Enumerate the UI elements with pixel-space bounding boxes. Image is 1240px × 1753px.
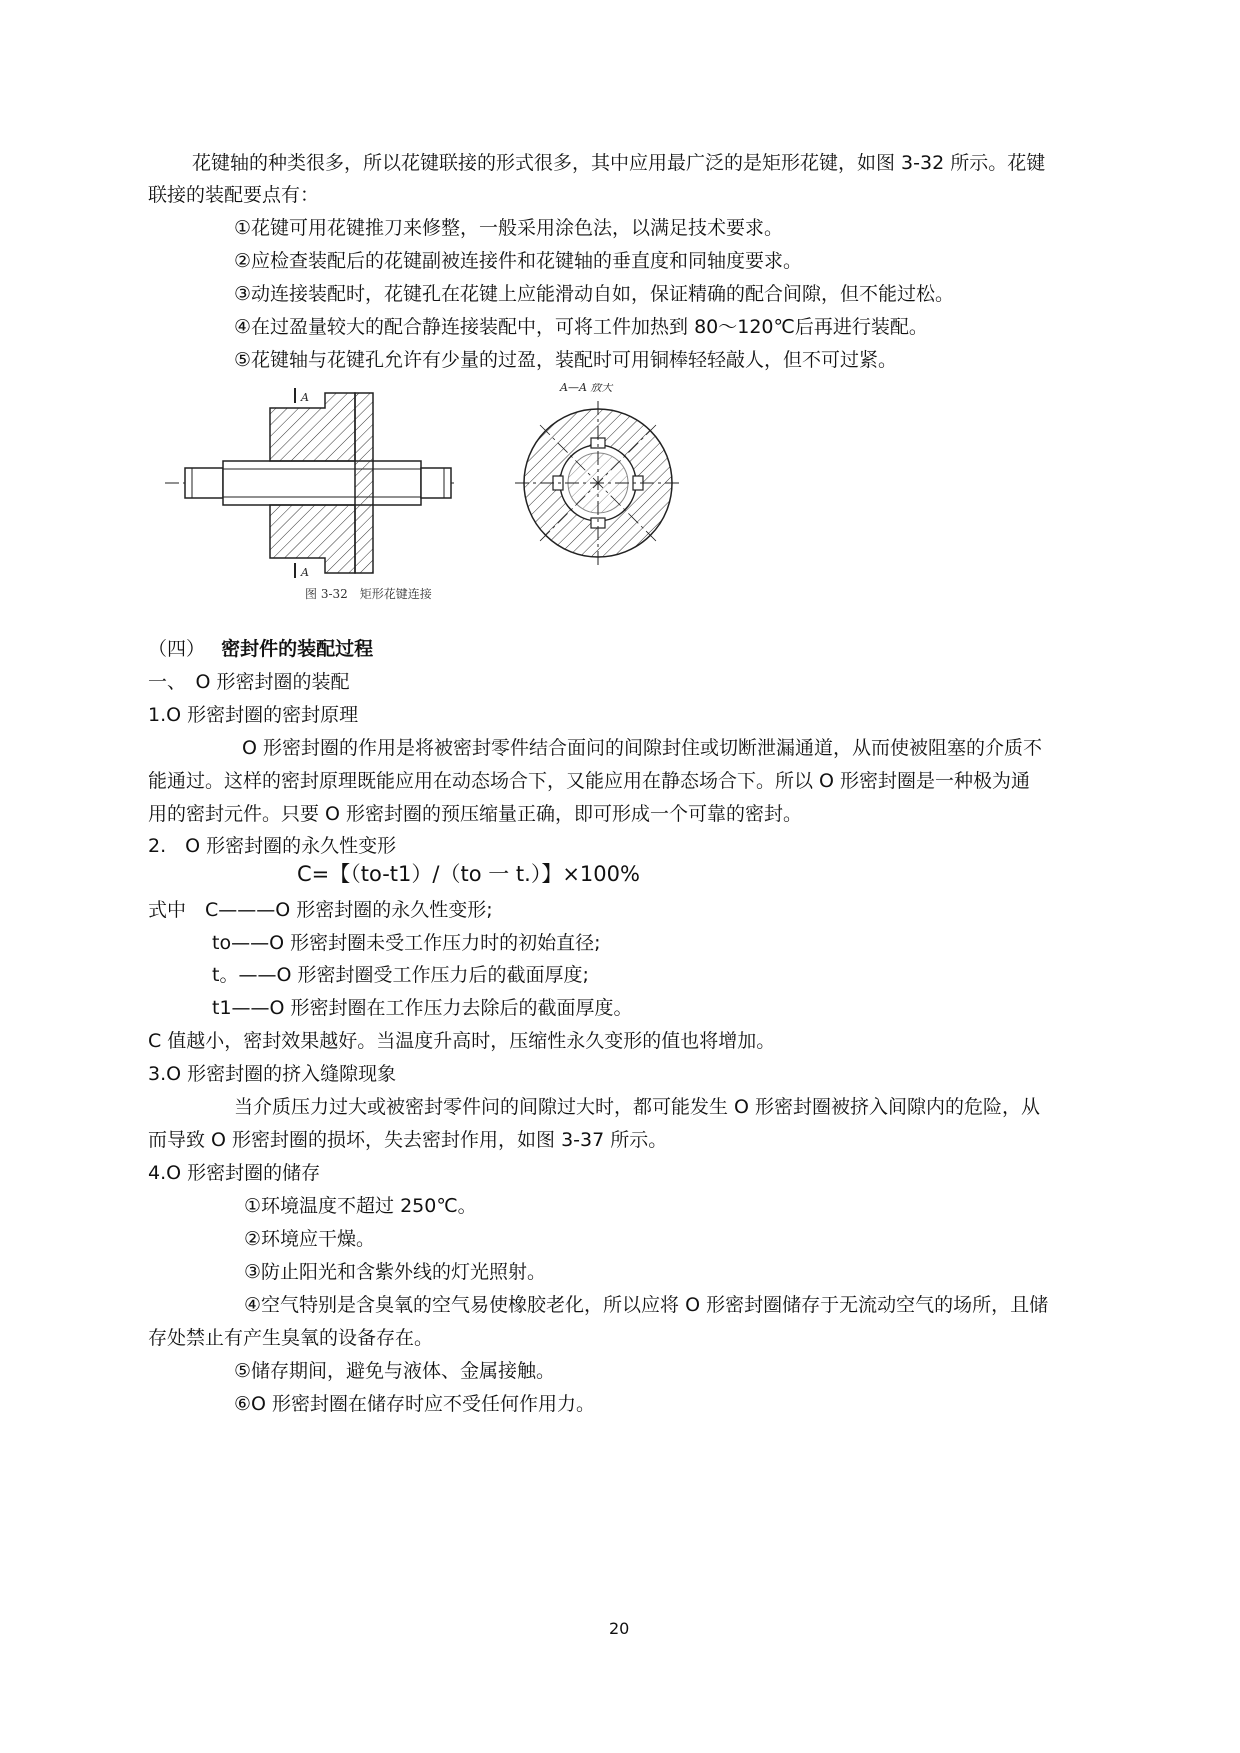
where-line-2: to——O 形密封圈未受工作压力时的初始直径; [212,932,601,954]
principle-line-3: 用的密封元件。只要 O 形密封圈的预压缩量正确，即可形成一个可靠的密封。 [148,803,803,825]
section-heading-text: 密封件的装配过程 [221,638,374,660]
cross-section-view [515,383,681,565]
page-number: 20 [609,1619,630,1638]
extrusion-line-2: 而导致 O 形密封圈的损坏，失去密封作用，如图 3-37 所示。 [148,1129,668,1151]
extrusion-line-1: 当介质压力过大或被密封零件问的间隙过大时，都可能发生 O 形密封圈被挤入间隙内的危险，从 [234,1096,1041,1118]
deformation-title: 2. O 形密封圈的永久性变形 [148,835,397,857]
cut-label-top: A [301,391,309,404]
principle-title: 1.O 形密封圈的密封原理 [148,704,359,726]
storage-item-5: ⑤储存期间，避免与液体、金属接触。 [234,1360,556,1382]
shaft-section-view [165,388,455,579]
principle-line-2: 能通过。这样的密封原理既能应用在动态场合下，又能应用在静态场合下。所以 O 形密封圈是一种极为通 [148,770,1031,792]
subsection-title: 一、 O 形密封圈的装配 [148,671,350,693]
spline-connection-figure [165,383,685,603]
storage-item-6: ⑥O 形密封圈在储存时应不受任何作用力。 [234,1393,596,1415]
principle-line-1: O 形密封圈的作用是将被密封零件结合面问的间隙封住或切断泄漏通道，从而使被阻塞的介质不 [242,737,1042,759]
storage-item-1: ①环境温度不超过 250℃。 [244,1195,477,1217]
spline-point-3: ③动连接装配时，花键孔在花键上应能滑动自如，保证精确的配合间隙，但不能过松。 [234,283,955,305]
spline-point-1: ①花键可用花键推刀来修整，一般采用涂色法，以满足技术要求。 [234,217,784,239]
extrusion-title: 3.O 形密封圈的挤入缝隙现象 [148,1063,397,1085]
where-line-4: t1——O 形密封圈在工作压力去除后的截面厚度。 [212,997,633,1019]
storage-item-4: ④空气特别是含臭氧的空气易使橡胶老化，所以应将 O 形密封圈储存于无流动空气的场所，且储 [244,1294,1049,1316]
section-heading-number: （四） [148,638,206,660]
storage-title: 4.O 形密封圈的储存 [148,1162,321,1184]
spline-drawing [165,383,685,603]
intro-line-2: 联接的装配要点有： [148,184,320,206]
section-heading [148,637,373,661]
storage-item-2: ②环境应干燥。 [244,1228,376,1250]
figure-caption: 图 3-32 矩形花键连接 [305,587,432,601]
section-label: A—A 放大 [560,383,613,394]
c-value-note: C 值越小，密封效果越好。当温度升高时，压缩性永久变形的值也将增加。 [148,1030,776,1052]
spline-point-4: ④在过盈量较大的配合静连接装配中，可将工件加热到 80～120℃后再进行装配。 [234,316,928,338]
where-line-3: t。——O 形密封圈受工作压力后的截面厚度; [212,964,589,986]
spline-point-5: ⑤花键轴与花键孔允许有少量的过盈，装配时可用铜棒轻轻敲人，但不可过紧。 [234,349,898,371]
intro-line-1: 花键轴的种类很多，所以花键联接的形式很多，其中应用最广泛的是矩形花键，如图 3-32 所示。花键 [192,152,1046,174]
cut-label-bottom: A [301,566,309,579]
storage-item-4-cont: 存处禁止有产生臭氧的设备存在。 [148,1327,434,1349]
spline-point-2: ②应检查装配后的花键副被连接件和花键轴的垂直度和同轴度要求。 [234,250,803,272]
where-line-1: 式中 C———O 形密封圈的永久性变形; [148,899,493,921]
storage-item-3: ③防止阳光和含紫外线的灯光照射。 [244,1261,547,1283]
deformation-formula: C=【（to-t1）/（to 一 t.）】×100% [297,862,640,886]
